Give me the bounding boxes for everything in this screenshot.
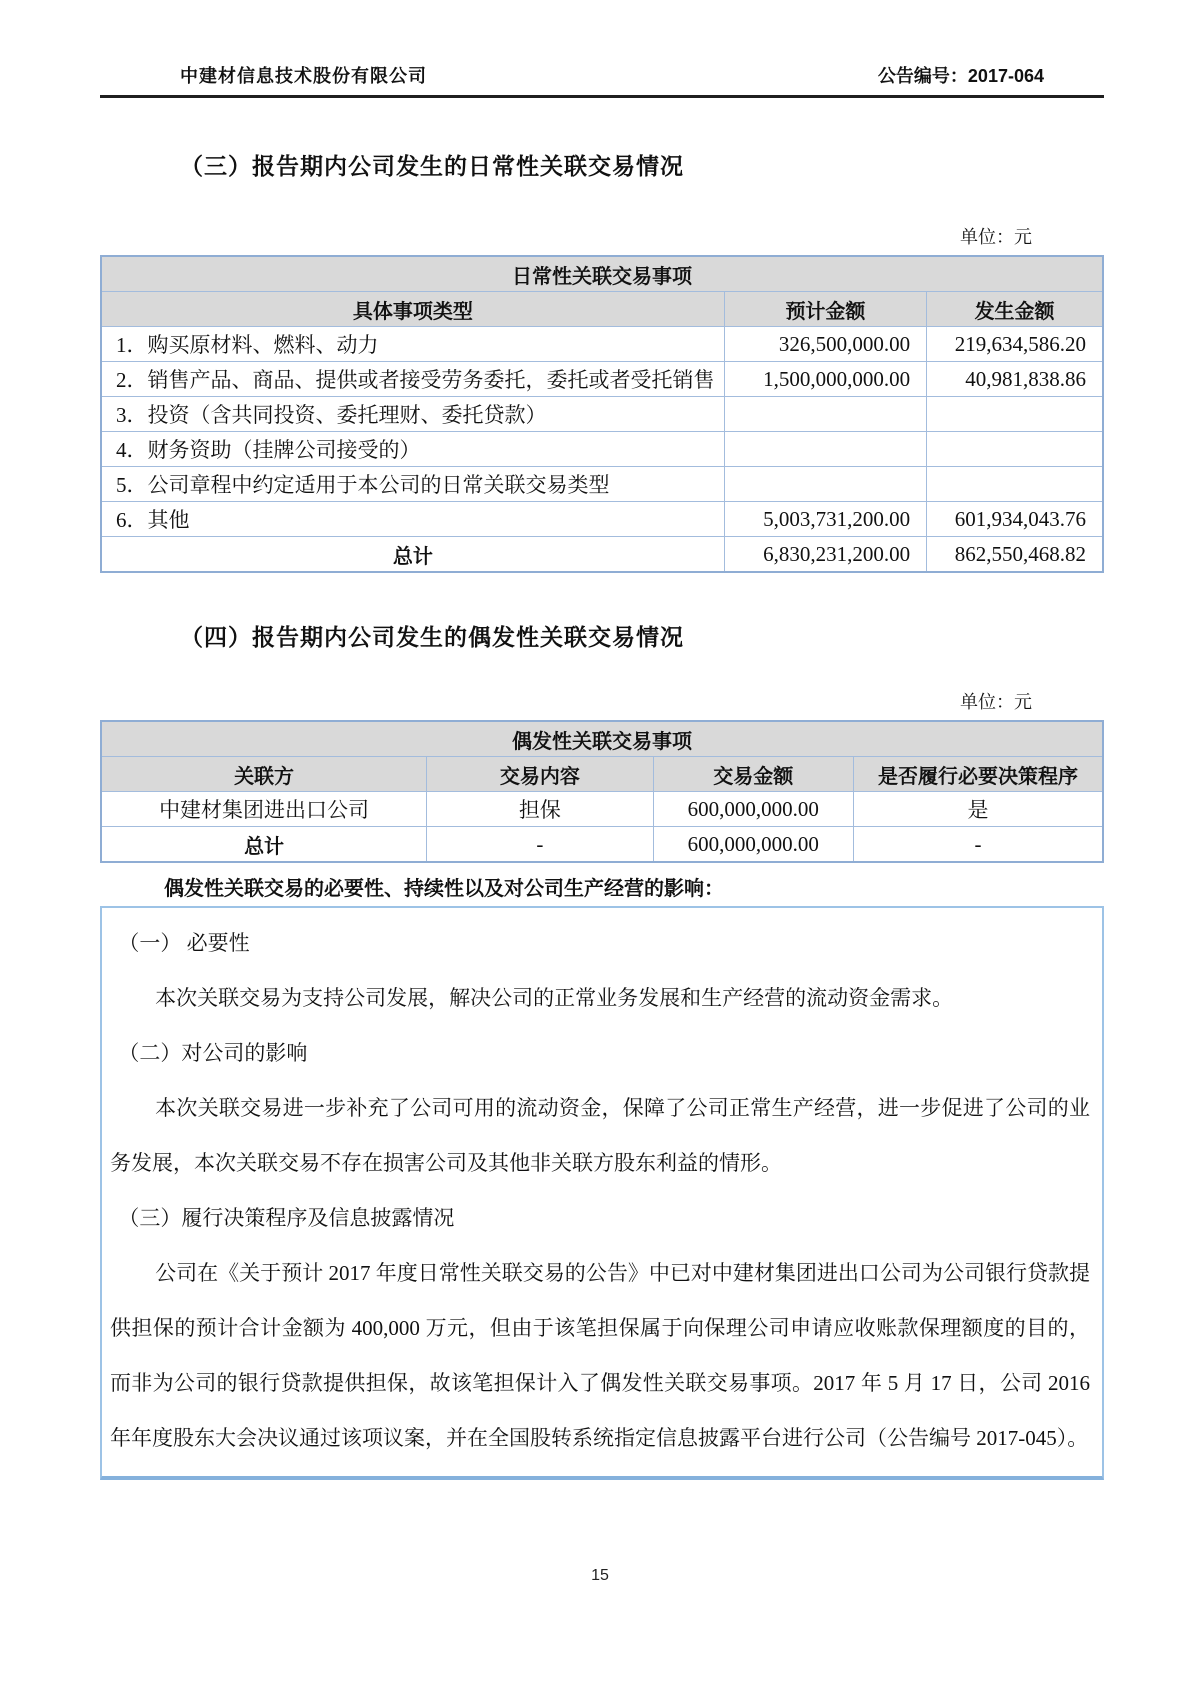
table-row [101, 362, 1103, 397]
table-row [101, 397, 1103, 432]
column-header-related-party: 关联方 [101, 757, 427, 792]
table-row [101, 327, 1103, 362]
column-header-actual-amount: 发生金额 [927, 292, 1103, 327]
total-estimated-cell: 6,830,231,200.00 [724, 537, 926, 573]
impact-heading: 偶发性关联交易的必要性、持续性以及对公司生产经营的影响： [164, 878, 724, 900]
item-cell: 3．投资（含共同投资、委托理财、委托贷款） [101, 397, 724, 432]
column-header-transaction-amount: 交易金额 [653, 757, 853, 792]
transaction-amount-cell: 600,000,000.00 [653, 792, 853, 827]
estimated-amount-cell [724, 397, 926, 432]
table-header-row [101, 292, 1103, 327]
section4-heading: （四）报告期内公司发生的偶发性关联交易情况 [180, 624, 684, 650]
box-subheading-impact: （二）对公司的影响 [118, 1041, 308, 1065]
section3-heading: （三）报告期内公司发生的日常性关联交易情况 [180, 153, 684, 179]
impact-text-box [100, 906, 1104, 1480]
item-cell: 6．其他 [101, 502, 724, 537]
table-title-cell: 日常性关联交易事项 [101, 256, 1103, 292]
estimated-amount-cell: 5,003,731,200.00 [724, 502, 926, 537]
unit-label-section3: 单位：元 [960, 227, 1032, 247]
estimated-amount-cell [724, 432, 926, 467]
table-header-row [101, 757, 1103, 792]
total-label-cell: 总计 [101, 827, 427, 863]
company-name: 中建材信息技术股份有限公司 [180, 66, 427, 86]
table-row [101, 502, 1103, 537]
announcement-no: 2017-064 [967, 66, 1044, 86]
column-header-decision-procedure: 是否履行必要决策程序 [853, 757, 1103, 792]
actual-amount-cell: 40,981,838.86 [927, 362, 1103, 397]
actual-amount-cell: 219,634,586.20 [927, 327, 1103, 362]
actual-amount-cell [927, 397, 1103, 432]
incidental-related-transactions-table [100, 720, 1104, 863]
table-row [101, 792, 1103, 827]
total-label-cell: 总计 [101, 537, 724, 573]
total-procedure-cell: - [853, 827, 1103, 863]
column-header-item-type: 具体事项类型 [101, 292, 724, 327]
table-total-row [101, 537, 1103, 573]
item-cell: 1．购买原材料、燃料、动力 [101, 327, 724, 362]
box-subheading-procedure: （三）履行决策程序及信息披露情况 [118, 1206, 455, 1230]
announcement-number [878, 62, 1044, 88]
table-title-cell: 偶发性关联交易事项 [101, 721, 1103, 757]
column-header-estimated-amount: 预计金额 [724, 292, 926, 327]
total-actual-cell: 862,550,468.82 [927, 537, 1103, 573]
announcement-label: 公告编号： [877, 66, 968, 86]
column-header-transaction-content: 交易内容 [427, 757, 653, 792]
page-number: 15 [591, 1567, 609, 1584]
document-header [100, 0, 1104, 98]
related-party-cell: 中建材集团进出口公司 [101, 792, 427, 827]
decision-procedure-cell: 是 [853, 792, 1103, 827]
unit-label-section4: 单位：元 [960, 692, 1032, 712]
box-paragraph-procedure: 公司在《关于预计 2017 年度日常性关联交易的公告》中已对中建材集团进出口公司为公司银行贷款提供担保的预计合计金额为 400,000 万元，但由于该笔担保属于向保理公司申请应收账款保理额度的目的，而非为公司的银行贷款提供担保，故该笔担保计入了偶发性关联交易事项。2017 年 5 月 17 日，公司 2016 年年度股东大会决议通过该项议案，并在全国股转系统指定信息披露平台进行公司（公告编号 2017-045）。 [110, 1261, 1090, 1450]
estimated-amount-cell: 326,500,000.00 [724, 327, 926, 362]
table-row [101, 467, 1103, 502]
box-paragraph-necessity: 本次关联交易为支持公司发展，解决公司的正常业务发展和生产经营的流动资金需求。 [155, 986, 954, 1010]
box-paragraph-impact: 本次关联交易进一步补充了公司可用的流动资金，保障了公司正常生产经营，进一步促进了公司的业务发展，本次关联交易不存在损害公司及其他非关联方股东利益的情形。 [110, 1096, 1090, 1175]
total-content-cell: - [427, 827, 653, 863]
actual-amount-cell [927, 432, 1103, 467]
box-subheading-necessity: （一） 必要性 [118, 931, 250, 955]
table-title-row [101, 256, 1103, 292]
transaction-content-cell: 担保 [427, 792, 653, 827]
actual-amount-cell [927, 467, 1103, 502]
daily-related-transactions-table [100, 255, 1104, 573]
estimated-amount-cell [724, 467, 926, 502]
item-cell: 4．财务资助（挂牌公司接受的） [101, 432, 724, 467]
table-row [101, 432, 1103, 467]
total-amount-cell: 600,000,000.00 [653, 827, 853, 863]
table-title-row [101, 721, 1103, 757]
item-cell: 5．公司章程中约定适用于本公司的日常关联交易类型 [101, 467, 724, 502]
item-cell: 2．销售产品、商品、提供或者接受劳务委托，委托或者受托销售 [101, 362, 724, 397]
table-total-row [101, 827, 1103, 863]
actual-amount-cell: 601,934,043.76 [927, 502, 1103, 537]
estimated-amount-cell: 1,500,000,000.00 [724, 362, 926, 397]
